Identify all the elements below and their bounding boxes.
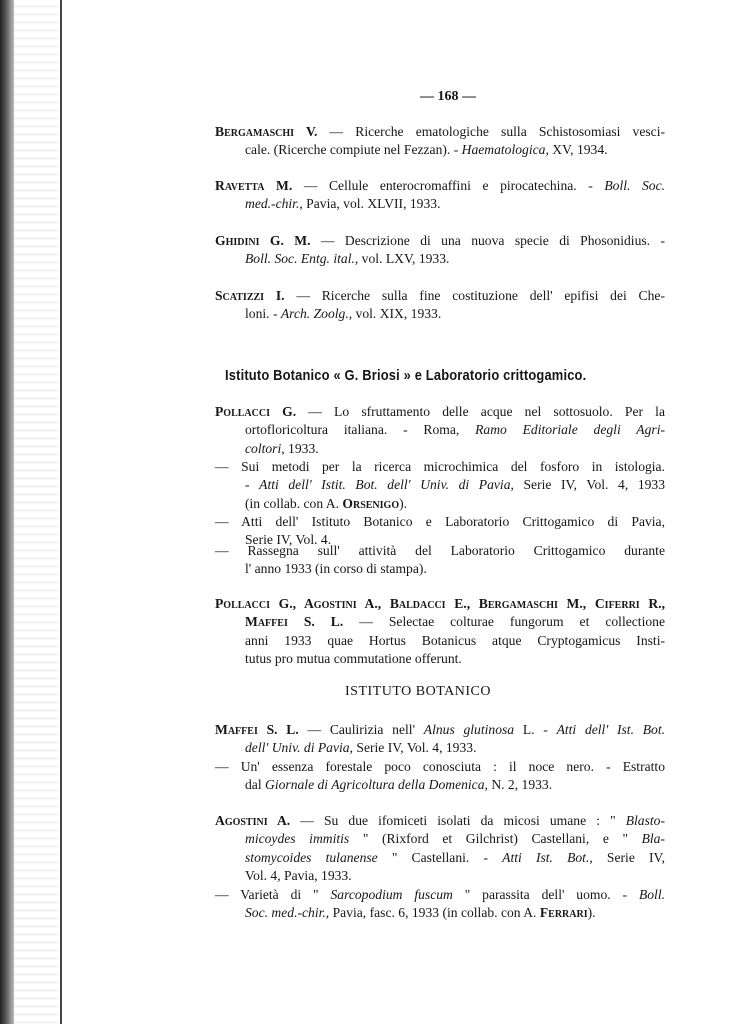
journal-title: Boll. Soc. Entg. ital. (245, 251, 355, 267)
entry-text: — Un' essenza forestale poco conosciuta : il noce nero. - Estratto (215, 759, 665, 774)
entry-text: — Varietà di " (215, 887, 331, 902)
subsection-heading-text: ISTITUTO BOTANICO (345, 684, 491, 699)
entry-line (215, 250, 665, 268)
journal-title: Soc. med.-chir. (245, 905, 326, 921)
entry-text: , Pavia, fasc. 6, 1933 (in collab. con A. (325, 905, 540, 921)
journal-title: Atti dell' Ist. Bot. (556, 722, 665, 737)
entry-text: " Castellani. - (377, 849, 503, 865)
subsection-heading (0, 684, 746, 700)
entry-text: Serie IV, Vol. 4. (245, 532, 332, 548)
entry-text: loni. - (245, 306, 281, 322)
entry-line (215, 849, 665, 867)
entry-text: " (Rixford et Gilchrist) Castellani, e " (349, 831, 642, 847)
entry-text: , vol. LXV, 1933. (354, 251, 450, 267)
entry-text: , Serie IV, Vol. 4, 1933 (510, 477, 666, 493)
entry-text: — Descrizione di una nuova specie di Phosonidius. - (310, 233, 665, 248)
bibliography-entry (215, 403, 665, 458)
bibliography-entry (215, 232, 665, 269)
entry-text: tutus pro mutua commutatione offerunt. (245, 651, 462, 667)
journal-title: Boll. Soc. (604, 178, 666, 193)
entry-text: — Selectae colturae fungorum et collectione (343, 614, 665, 630)
entry-line (215, 476, 665, 494)
entry-line (215, 495, 665, 513)
entry-line (215, 904, 665, 922)
entry-text: l' anno 1933 (in corso di stampa). (245, 561, 427, 577)
entry-line (215, 305, 665, 323)
bibliography-entry (215, 812, 665, 886)
journal-title: Boll. (638, 887, 665, 902)
entry-text: dal (245, 777, 266, 793)
book-binding-edge (0, 0, 14, 1024)
entry-line (215, 177, 665, 195)
journal-title: Ramo Editoriale degli Agri- (475, 422, 665, 438)
bibliography-entry (215, 595, 665, 669)
journal-title: Bla- (641, 831, 665, 847)
author-name: Ravetta M. (215, 178, 293, 193)
bibliography-entry (215, 287, 665, 324)
author-name: Orsenigo (342, 495, 400, 511)
entry-text: , 1933. (281, 440, 319, 456)
entry-line (215, 632, 665, 650)
entry-text: , Serie IV, (589, 849, 665, 865)
entry-line (215, 141, 665, 159)
entry-line (215, 195, 665, 213)
entry-line (215, 758, 665, 776)
bibliography-entry (215, 721, 665, 758)
journal-title: Blasto- (625, 813, 665, 828)
entry-text: — Ricerche ematologiche sulla Schistosomiasi vesci- (317, 124, 666, 139)
entry-text: cale. (Ricerche compiute nel Fezzan). - (245, 142, 462, 158)
bibliography-entry (215, 177, 665, 214)
journal-title: Sarcopodium fuscum (330, 887, 453, 902)
bibliography-entry (215, 458, 665, 513)
journal-title: Arch. Zoolg. (280, 306, 349, 322)
entry-text: — Sui metodi per la ricerca microchimica del fosforo in istologia. (215, 459, 665, 474)
entry-text: , XV, 1934. (545, 142, 608, 158)
journal-title: micoydes immitis (245, 831, 350, 847)
entry-text: — Ricerche sulla fine costituzione dell' epifisi dei Che- (284, 288, 665, 303)
entry-line (215, 560, 665, 578)
entry-line (215, 650, 665, 668)
entry-line (215, 440, 665, 458)
entry-line (215, 812, 665, 830)
entry-text: ). (399, 495, 408, 511)
entry-line (215, 232, 665, 250)
entry-text: - (245, 477, 260, 493)
bibliography-entry (215, 123, 665, 160)
entry-text: (in collab. con A. (245, 495, 343, 511)
author-name: Ferrari (539, 905, 588, 921)
entry-text: — Caulirizia nell' (298, 722, 424, 737)
bibliography-entry (215, 542, 665, 579)
journal-title: Atti Ist. Bot. (502, 849, 590, 865)
author-name: Bergamaschi V. (215, 124, 318, 139)
entry-text: — Lo sfruttamento delle acque nel sottosuolo. Per la (296, 404, 665, 419)
page-number: — 168 — (420, 89, 476, 104)
journal-title: stomycoides tulanense (245, 849, 378, 865)
entry-text: — Cellule enterocromaffini e pirocatechina. - (292, 178, 605, 193)
entry-line (215, 513, 665, 531)
entry-text: L. - (514, 722, 557, 737)
entry-text: anni 1933 quae Hortus Botanicus atque Cryptogamicus Insti- (245, 632, 665, 648)
entry-line (215, 886, 665, 904)
entry-text: ). (587, 905, 596, 921)
author-name: Maffei S. L. (245, 614, 344, 630)
author-name: Maffei S. L. (215, 722, 299, 737)
journal-title: Giornale di Agricoltura della Domenica (265, 777, 485, 793)
entry-line (215, 867, 665, 885)
entry-text: " parassita dell' uomo. - (452, 887, 639, 902)
entry-text: — Su due ifomiceti isolati da micosi umane : " (290, 813, 626, 828)
journal-title: coltori (245, 440, 282, 456)
entry-line (215, 776, 665, 794)
margin-line (60, 0, 62, 1024)
section-heading: Istituto Botanico « G. Briosi » e Laboratorio crittogamico. (225, 367, 587, 384)
journal-title: Alnus glutinosa (423, 722, 515, 737)
entry-line (215, 421, 665, 439)
journal-title: med.-chir. (245, 196, 300, 212)
entry-line (215, 123, 665, 141)
entry-line (215, 542, 665, 560)
entry-line (215, 595, 665, 613)
journal-title: Haematologica (461, 142, 546, 158)
entry-line (215, 287, 665, 305)
entry-line (215, 458, 665, 476)
author-name: Ghidini G. M. (215, 233, 311, 248)
journal-title: Atti dell' Istit. Bot. dell' Univ. di Pavia (259, 477, 511, 493)
author-name: Pollacci G., Agostini A., Baldacci E., Bergamaschi M., Ciferri R., (215, 596, 665, 611)
entry-text: , Serie IV, Vol. 4, 1933. (349, 740, 477, 756)
author-name: Pollacci G. (215, 404, 297, 419)
author-name: Agostini A. (215, 813, 291, 828)
entry-text: — Rassegna sull' attività del Laboratorio Crittogamico durante (215, 543, 665, 558)
entry-line (215, 721, 665, 739)
bibliography-entry (215, 886, 665, 923)
entry-text: ortofloricoltura italiana. - Roma, (245, 422, 476, 438)
entry-line (215, 403, 665, 421)
author-name: Scatizzi I. (215, 288, 285, 303)
entry-text: Vol. 4, Pavia, 1933. (245, 868, 352, 884)
entry-text: , N. 2, 1933. (484, 777, 553, 793)
entry-line (215, 739, 665, 757)
bibliography-entry (215, 758, 665, 795)
entry-text: — Atti dell' Istituto Botanico e Laboratorio Crittogamico di Pavia, (215, 514, 665, 529)
entry-text: , Pavia, vol. XLVII, 1933. (299, 196, 441, 212)
scan-margin (14, 0, 58, 1024)
journal-title: dell' Univ. di Pavia (245, 740, 350, 756)
entry-line (215, 613, 665, 631)
entry-line (215, 830, 665, 848)
entry-text: , vol. XIX, 1933. (348, 306, 442, 322)
